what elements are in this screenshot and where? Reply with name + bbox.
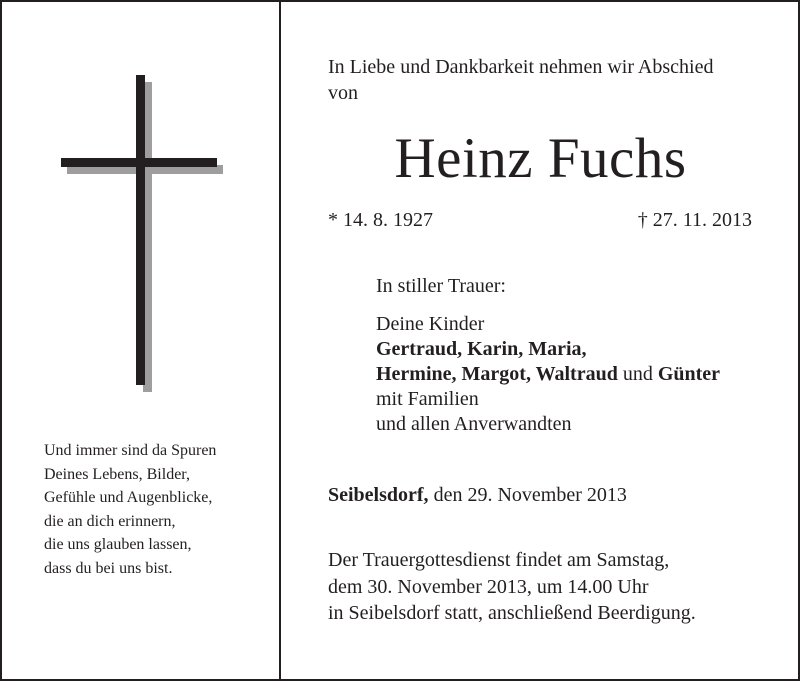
poem-line: Gefühle und Augenblicke,	[44, 489, 213, 506]
poem-line: die uns glauben lassen,	[44, 536, 192, 553]
cross-horizontal-beam	[61, 158, 217, 167]
deceased-name: Heinz Fuchs	[394, 127, 687, 190]
notice-date: den 29. November 2013	[428, 484, 627, 506]
place-date-line	[328, 482, 627, 508]
mourners-names-line	[376, 362, 776, 387]
mourners-names: Hermine, Margot, Waltraud	[376, 363, 618, 385]
birth-date: * 14. 8. 1927	[328, 209, 433, 231]
place-name: Seibelsdorf,	[328, 484, 429, 506]
mourners-conjunction: und	[617, 363, 658, 385]
mourners-block	[376, 274, 776, 437]
intro-line: In Liebe und Dankbarkeit nehmen wir Abschied	[328, 56, 714, 78]
poem-line: dass du bei uns bist.	[44, 559, 173, 577]
poem-line: die an dich erinnern,	[44, 512, 176, 530]
poem-line: Deines Lebens, Bilder,	[44, 465, 190, 483]
service-line: Der Trauergottesdienst findet am Samstag,	[328, 549, 670, 571]
poem-line: Und immer sind da Spuren	[44, 442, 217, 459]
mourners-names: Gertraud, Karin, Maria,	[376, 338, 587, 360]
mourners-names-line	[376, 337, 776, 362]
funeral-service-info	[328, 547, 768, 627]
column-divider	[279, 2, 281, 679]
mourners-relatives: und allen Anverwandten	[376, 413, 572, 435]
death-date: † 27. 11. 2013	[637, 209, 752, 231]
mourning-heading: In stiller Trauer:	[376, 275, 506, 297]
mourners-families: mit Familien	[376, 388, 479, 410]
service-line: dem 30. November 2013, um 14.00 Uhr	[328, 575, 649, 598]
mourners-intro: Deine Kinder	[376, 313, 485, 335]
memorial-poem	[44, 439, 269, 580]
cross-vertical-beam	[136, 75, 145, 385]
intro-line: von	[328, 82, 358, 104]
service-line: in Seibelsdorf statt, anschließend Beerdigung.	[328, 602, 696, 624]
farewell-intro	[328, 54, 768, 106]
mourners-names: Günter	[657, 363, 721, 385]
